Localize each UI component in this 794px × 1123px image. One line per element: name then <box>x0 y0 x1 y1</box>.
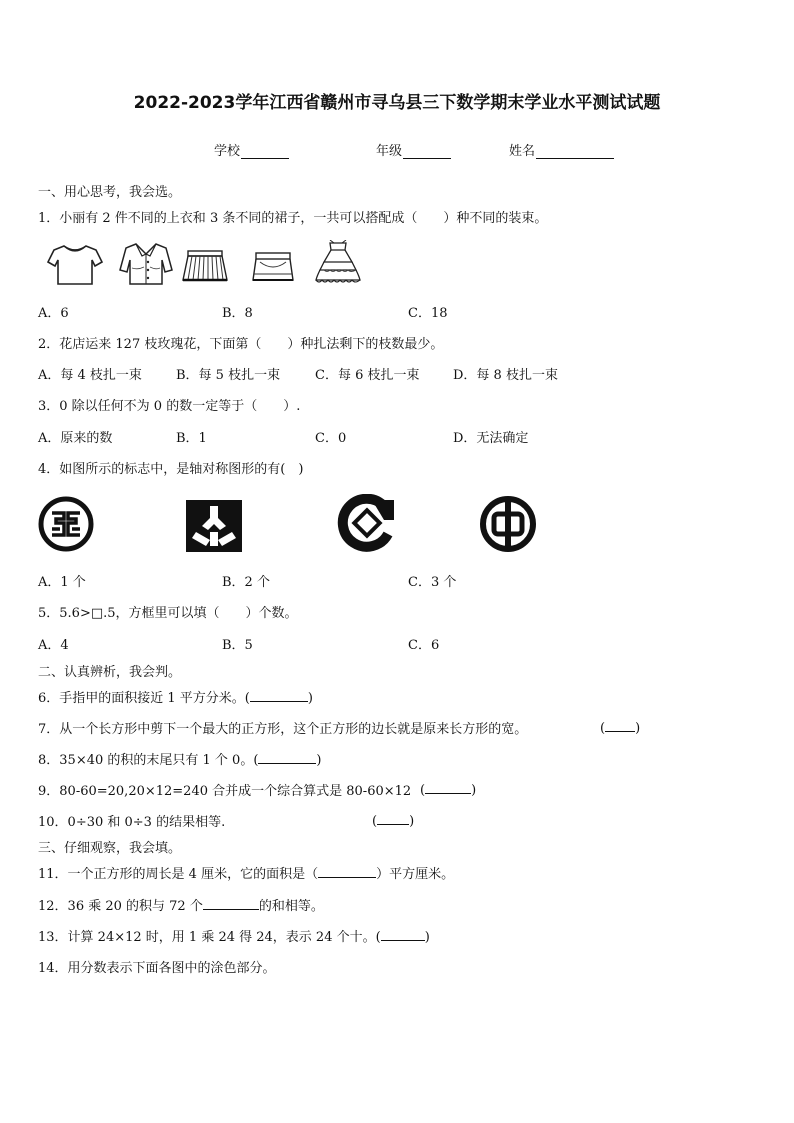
name-blank[interactable] <box>536 144 614 159</box>
bank-logo-bcm-icon <box>336 494 396 556</box>
section-heading-2: 二、认真辨析，我会判。 <box>38 665 182 680</box>
blouse-icon <box>118 240 174 292</box>
school-blank[interactable] <box>241 144 289 159</box>
grade-field: 年级 <box>376 140 451 159</box>
question-11: 11．一个正方形的周长是 4 厘米，它的面积是（ ）平方厘米。 <box>38 863 454 882</box>
q10-answer-blank[interactable] <box>377 811 409 825</box>
q9-answer-blank[interactable] <box>425 780 471 794</box>
question-10: 10．0÷30 和 0÷3 的结果相等. <box>38 815 226 830</box>
question-6: 6．手指甲的面积接近 1 平方分米。( ) <box>38 687 313 706</box>
question-14: 14．用分数表示下面各图中的涂色部分。 <box>38 961 276 976</box>
question-3: 3．0 除以任何不为 0 的数一定等于（ ）. <box>38 399 301 414</box>
question-5: 5．5.6>□.5，方框里可以填（ ）个数。 <box>38 606 298 621</box>
question-7: 7．从一个长方形中剪下一个最大的正方形，这个正方形的边长就是原来长方形的宽。 <box>38 722 528 737</box>
q7-answer-blank[interactable] <box>605 718 635 732</box>
q1-option-b[interactable]: B．8 <box>222 306 253 321</box>
section-heading-3: 三、仔细观察，我会填。 <box>38 841 182 856</box>
shorts-skirt-icon <box>250 250 296 288</box>
question-12: 12．36 乘 20 的积与 72 个 的和相等。 <box>38 895 324 914</box>
bank-logo-boc-icon <box>478 494 538 558</box>
question-9: 9．80-60=20,20×12=240 合并成一个综合算式是 80-60×12 <box>38 784 412 799</box>
q1-option-c[interactable]: C．18 <box>408 306 448 321</box>
q8-answer-blank[interactable] <box>258 750 316 764</box>
q13-answer-blank[interactable] <box>381 927 425 941</box>
q9-answer: ( ) <box>420 780 476 798</box>
q12-answer-blank[interactable] <box>203 896 259 910</box>
name-field: 姓名 <box>509 140 614 159</box>
q3-option-d[interactable]: D．无法确定 <box>453 431 529 446</box>
q3-option-b[interactable]: B．1 <box>176 431 207 446</box>
q5-option-c[interactable]: C．6 <box>408 638 440 653</box>
q3-option-c[interactable]: C．0 <box>315 431 347 446</box>
q11-answer-blank[interactable] <box>318 864 376 878</box>
q2-option-b[interactable]: B．每 5 枝扎一束 <box>176 368 281 383</box>
q3-option-a[interactable]: A．原来的数 <box>38 431 113 446</box>
tshirt-icon <box>46 242 104 292</box>
q2-option-a[interactable]: A．每 4 枝扎一束 <box>38 368 142 383</box>
q4-option-b[interactable]: B．2 个 <box>222 575 270 590</box>
q1-option-a[interactable]: A．6 <box>38 306 69 321</box>
question-13: 13．计算 24×12 时，用 1 乘 24 得 24，表示 24 个十。( ) <box>38 926 430 945</box>
q10-answer: ( ) <box>372 811 414 829</box>
q2-option-d[interactable]: D．每 8 枝扎一束 <box>453 368 558 383</box>
question-1: 1．小丽有 2 件不同的上衣和 3 条不同的裙子，一共可以搭配成（ ）种不同的装束。 <box>38 211 548 226</box>
ruffle-skirt-icon <box>312 240 364 290</box>
q4-option-c[interactable]: C．3 个 <box>408 575 457 590</box>
section-heading-1: 一、用心思考，我会选。 <box>38 185 182 200</box>
pleated-skirt-icon <box>180 248 230 288</box>
school-field: 学校 <box>214 140 289 159</box>
q6-answer-blank[interactable] <box>250 688 308 702</box>
question-4: 4．如图所示的标志中，是轴对称图形的有( ) <box>38 462 304 477</box>
grade-blank[interactable] <box>403 144 451 159</box>
q7-answer: ( ) <box>600 718 640 736</box>
question-8: 8．35×40 的积的末尾只有 1 个 0。( ) <box>38 749 321 768</box>
q2-option-c[interactable]: C．每 6 枝扎一束 <box>315 368 420 383</box>
page-title: 2022-2023学年江西省赣州市寻乌县三下数学期末学业水平测试试题 <box>133 93 661 113</box>
q5-option-b[interactable]: B．5 <box>222 638 253 653</box>
bank-logo-ccb-icon <box>186 500 242 556</box>
q4-option-a[interactable]: A．1 个 <box>38 575 86 590</box>
q5-option-a[interactable]: A．4 <box>38 638 69 653</box>
question-2: 2．花店运来 127 枝玫瑰花，下面第（ ）种扎法剩下的枝数最少。 <box>38 337 444 352</box>
bank-logo-icbc-icon <box>38 496 94 556</box>
